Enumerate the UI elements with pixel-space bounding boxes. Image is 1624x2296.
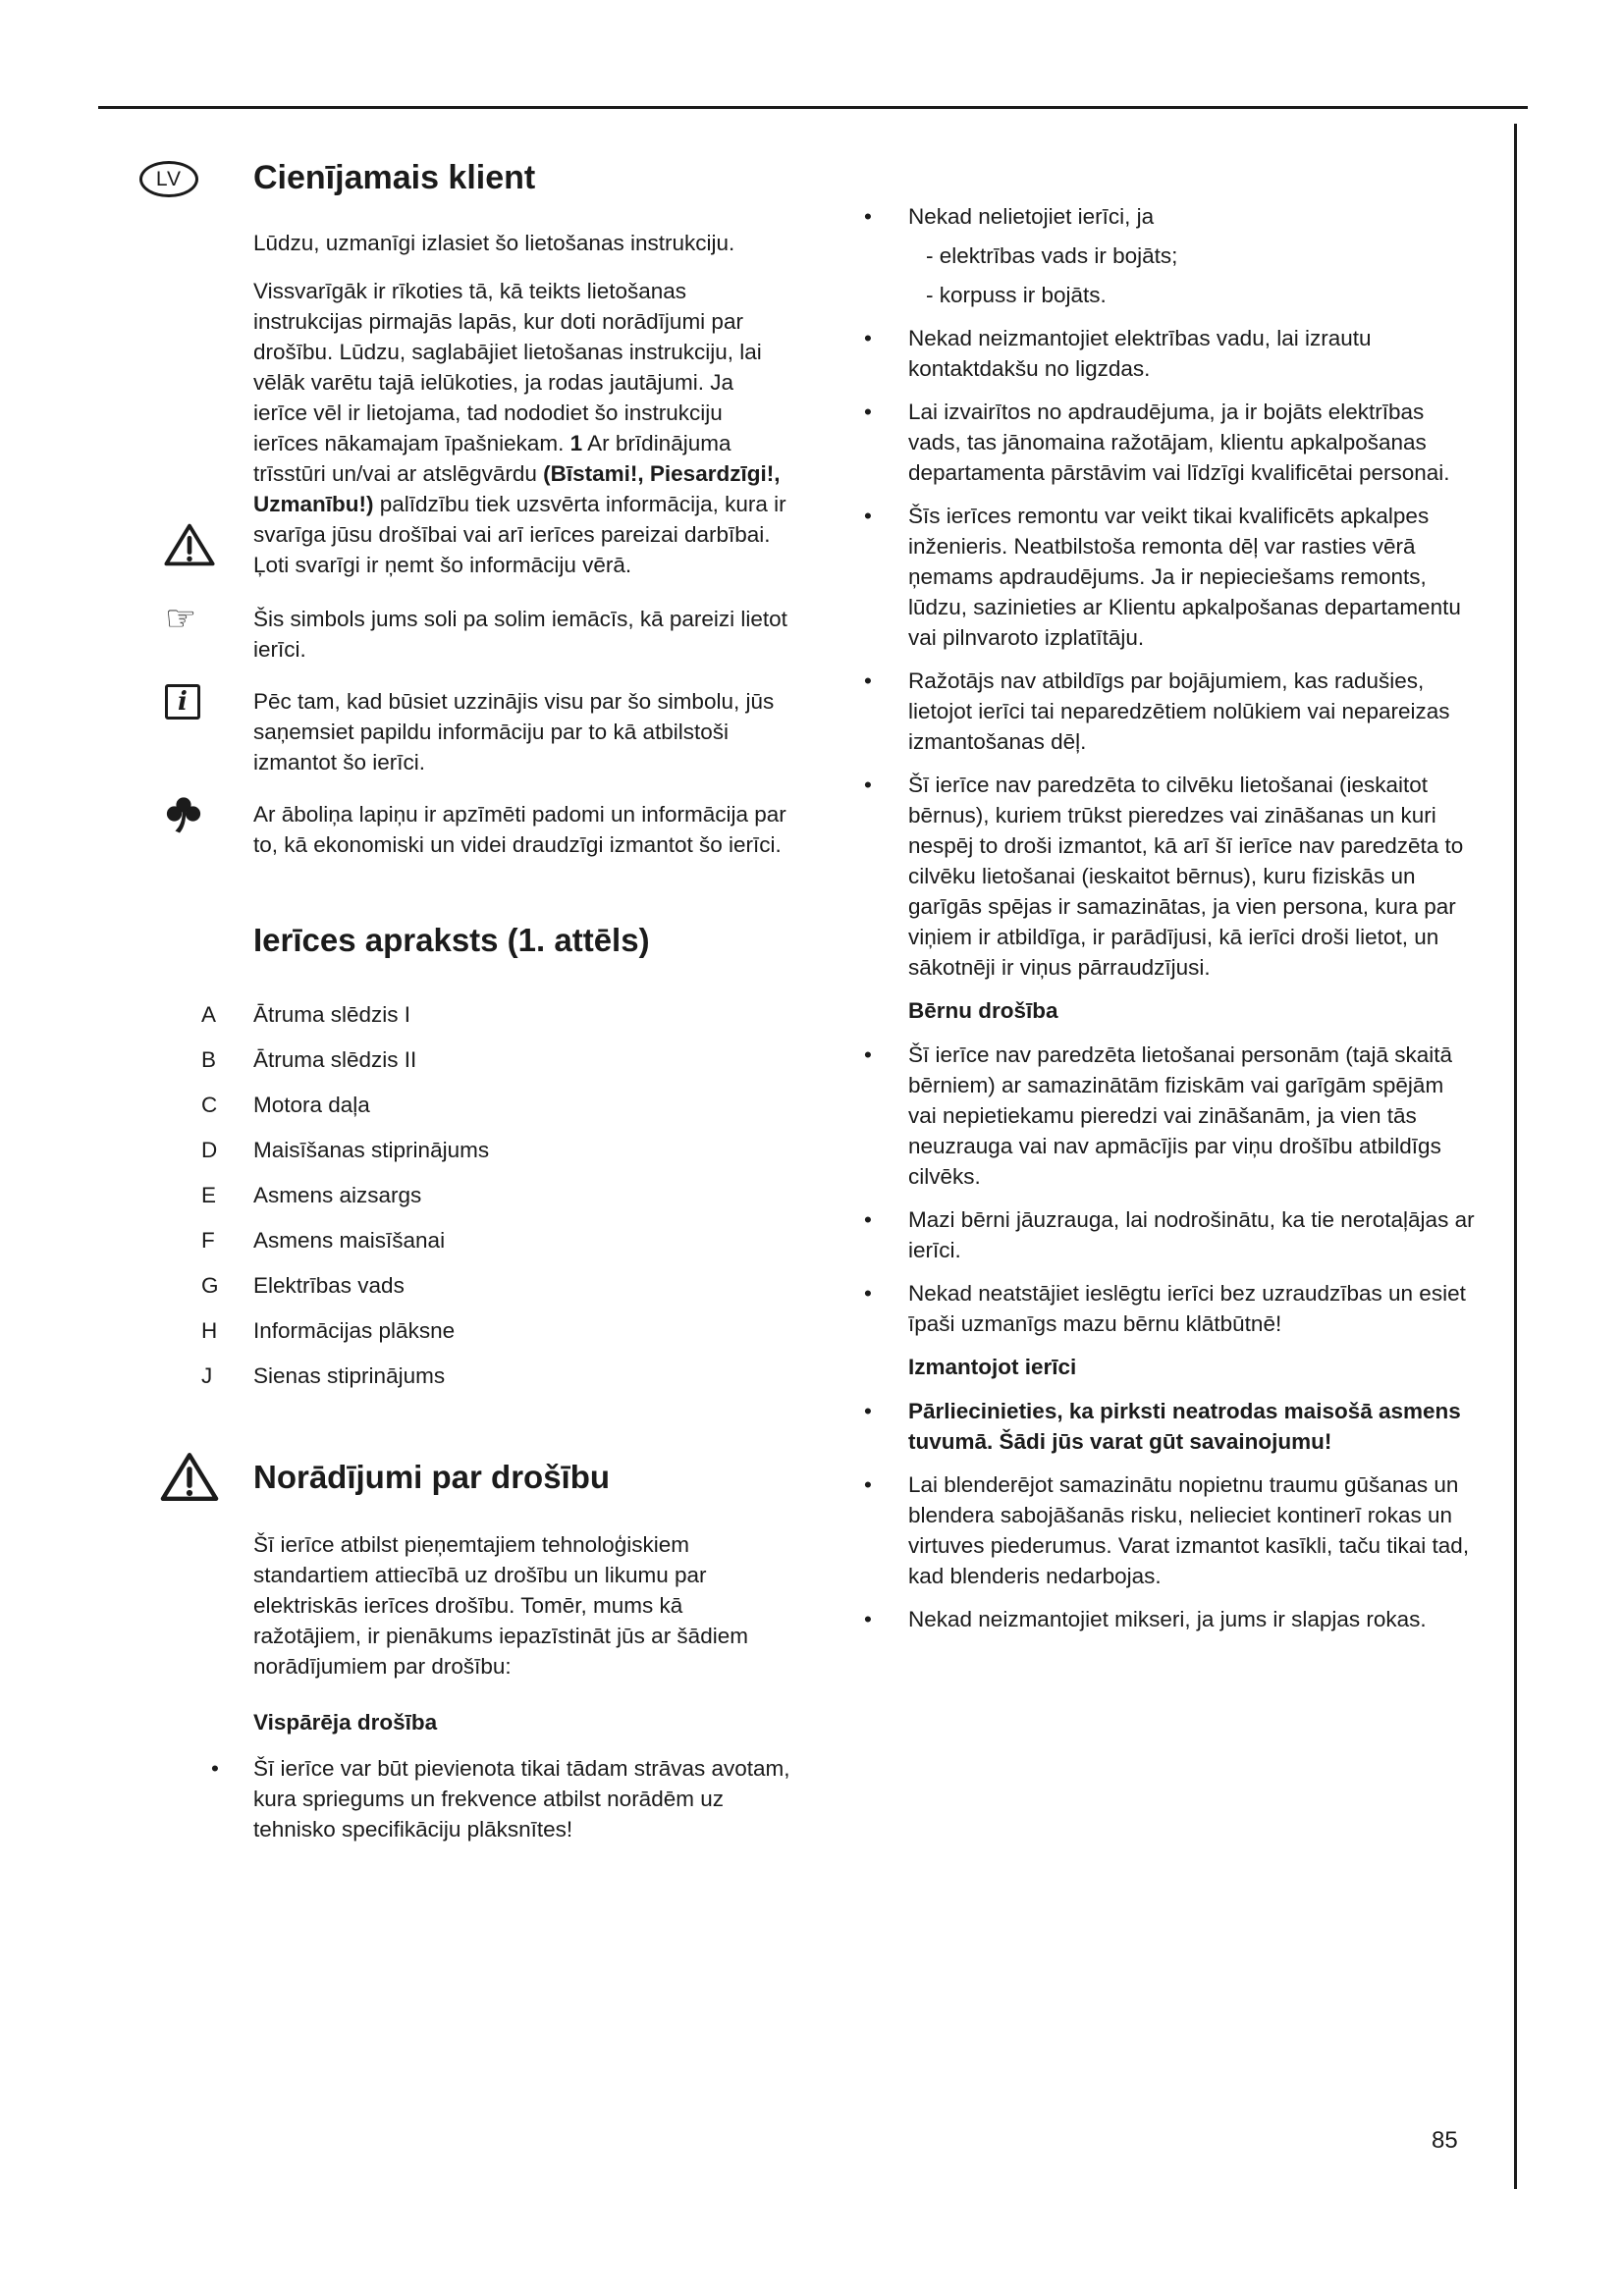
hand-paragraph: Šis simbols jums soli pa solim iemācīs, kā pareizi lietot ierīci. — [253, 607, 787, 662]
safety-intro-block — [157, 1529, 793, 1682]
safety-bullet-10 — [862, 1396, 1476, 1457]
safety-bullet-12 — [862, 1604, 1476, 1634]
text-segment: Ar brīdinājuma trīsstūri un/vai ar atslēgvārdu — [253, 431, 731, 486]
using-device-subhead: Izmantojot ierīci — [908, 1355, 1077, 1379]
bullet-subitem: - korpuss ir bojāts. — [926, 283, 1107, 307]
bullet-text: Lai izvairītos no apdraudējuma, ja ir bojāts elektrības vads, tas jānomaina ražotājam, klientu apkalpošanas departamenta pārstāvim vai līdzīgi kvalificētai personai. — [908, 400, 1450, 485]
general-safety-bullet-text: Šī ierīce var būt pievienota tikai tādam strāvas avotam, kura spriegums un frekvence atbilst norādēm uz tehnisko specifikāciju plāksnītes! — [253, 1756, 790, 1842]
bullet-text: Šīs ierīces remontu var veikt tikai kvalificēts apkalpes inženieris. Neatbilstoša remonta dēļ var rasties vērā ņemams apdraudējums. Ja ir nepieciešams remonts, lūdzu, sazinieties ar Klientu apkalpošanas departamentu vai pilnvaroto izplatītāju. — [908, 504, 1461, 650]
device-section-title: Ierīces apraksts (1. attēls) — [253, 922, 650, 958]
bullet-icon: • — [864, 1472, 872, 1497]
safety-bullet-8 — [862, 1204, 1476, 1265]
device-item-label: Asmens aizsargs — [253, 1183, 422, 1207]
safety-section-title: Norādījumi par drošību — [253, 1458, 611, 1495]
device-list — [157, 999, 793, 1391]
intro-paragraph-1: Lūdzu, uzmanīgi izlasiet šo lietošanas instrukciju. — [253, 231, 735, 255]
language-badge: LV — [139, 161, 198, 197]
device-item-key: B — [201, 1047, 217, 1072]
bullet-text-bold: Pārliecinieties, ka pirksti neatrodas maisošā asmens tuvumā. Šādi jūs varat gūt savainojumu! — [908, 1399, 1461, 1454]
warning-triangle-icon — [159, 1450, 220, 1504]
bullet-icon: • — [864, 668, 872, 693]
bullet-icon: • — [864, 1042, 872, 1067]
symbol-block-hand — [157, 598, 793, 665]
device-item-label: Asmens maisīšanai — [253, 1228, 446, 1253]
safety-bullet-7 — [862, 1040, 1476, 1192]
device-list-item — [157, 1361, 793, 1391]
bullet-icon: • — [864, 504, 872, 528]
device-item-label: Elektrības vads — [253, 1273, 405, 1298]
bullet-text: Šī ierīce nav paredzēta to cilvēku lietošanai (ieskaitot bērnus), kuriem trūkst pieredzes vai zināšanas un kuri nespēj to droši izmantot, kā arī šī ierīce nav paredzēta to cilvēku lietošanai (ieskaitot bērnus), kuru fiziskās un garīgās spējas ir samazinātas, ja vien persona, kura par viņiem ir atbildīga, ir parādījusi, kā ierīci droši lietot, un sākotnēji ir viņus pārraudzījusi. — [908, 773, 1464, 980]
safety-bullet-6 — [862, 770, 1476, 983]
device-item-key: H — [201, 1318, 218, 1343]
bullet-icon: • — [864, 1207, 872, 1232]
bullet-icon: • — [211, 1756, 219, 1781]
device-list-item — [157, 1090, 793, 1120]
device-list-item — [157, 1315, 793, 1346]
device-list-item — [157, 999, 793, 1030]
safety-bullet-5 — [862, 666, 1476, 757]
general-safety-subhead-row — [157, 1707, 793, 1737]
safety-bullet-11 — [862, 1469, 1476, 1591]
bullet-text: Ražotājs nav atbildīgs par bojājumiem, kas radušies, lietojot ierīci tai neparedzētiem nolūkiem vai nepareizas izmantošanas dēļ. — [908, 668, 1450, 754]
bullet-lead: Nekad nelietojiet ierīci, ja — [908, 204, 1155, 229]
bullet-icon: • — [864, 1607, 872, 1631]
device-item-label: Ātruma slēdzis II — [253, 1047, 417, 1072]
device-item-key: A — [201, 1002, 217, 1027]
device-list-item — [157, 1135, 793, 1165]
device-list-item — [157, 1044, 793, 1075]
bullet-text: Nekad neatstājiet ieslēgtu ierīci bez uzraudzības un esiet īpaši uzmanīgs mazu bērnu klātbūtnē! — [908, 1281, 1466, 1336]
device-item-key: J — [201, 1363, 213, 1388]
intro-block-2 — [157, 276, 793, 580]
safety-bullet-1 — [862, 201, 1476, 310]
device-item-label: Maisīšanas stiprinājums — [253, 1138, 490, 1162]
page-number: 85 — [1432, 2127, 1458, 2154]
safety-bullet-4 — [862, 501, 1476, 653]
bullet-text: Lai blenderējot samazinātu nopietnu traumu gūšanas un blendera sabojāšanās risku, nelieciet kontinerī rokas un virtuves piederumus. Varat izmantot kasīkli, taču tikai tad, kad blenderis nedarbojas. — [908, 1472, 1470, 1588]
bullet-icon: • — [864, 773, 872, 797]
bullet-icon: • — [864, 326, 872, 350]
bullet-icon: • — [864, 1281, 872, 1306]
device-list-item — [157, 1180, 793, 1210]
intro-paragraph-2 — [253, 276, 793, 580]
device-item-key: D — [201, 1138, 218, 1162]
symbol-block-info — [157, 686, 793, 777]
bullet-text: Mazi bērni jāuzrauga, lai nodrošinātu, ka tie nerotaļājas ar ierīci. — [908, 1207, 1475, 1262]
device-title-row — [157, 921, 793, 960]
device-item-label: Informācijas plāksne — [253, 1318, 456, 1343]
device-item-key: G — [201, 1273, 219, 1298]
title-row — [157, 157, 793, 198]
general-safety-subhead: Vispārēja drošība — [253, 1710, 438, 1735]
page-title: Cienījamais klient — [253, 159, 536, 196]
right-rule — [1514, 124, 1517, 2189]
safety-title-row — [157, 1450, 793, 1504]
text-segment: Vissvarīgāk ir rīkoties tā, kā teikts lietošanas instrukcijas pirmajās lapās, kur doti norādījumi par drošību. Lūdzu, saglabājiet lietošanas instrukciju, lai vēlāk varētu tajā ielūkoties, ja rodas jautājumi. Ja ierīce vēl ir lietojama, tad nododiet šo instrukciju ierīces nākamajam īpašniekam. — [253, 279, 762, 455]
children-safety-subhead: Bērnu drošība — [908, 998, 1058, 1023]
pointing-hand-icon: ☞ — [165, 598, 197, 638]
safety-bullet-2 — [862, 323, 1476, 384]
symbol-block-clover — [157, 799, 793, 860]
device-item-label: Motora daļa — [253, 1093, 370, 1117]
device-list-item — [157, 1225, 793, 1255]
safety-bullet-3 — [862, 397, 1476, 488]
device-item-label: Sienas stiprinājums — [253, 1363, 446, 1388]
clover-icon — [163, 795, 204, 836]
bullet-icon: • — [864, 400, 872, 424]
left-column — [157, 157, 793, 1844]
device-item-label: Ātruma slēdzis I — [253, 1002, 411, 1027]
title-gutter — [157, 160, 253, 196]
safety-intro-paragraph: Šī ierīce atbilst pieņemtajiem tehnoloģiskiem standartiem attiecībā uz drošību un likumu par elektriskās ierīces drošību. Tomēr, mums kā ražotājiem, ir pienākums iepazīstināt jūs ar šādiem norādījumiem par drošību: — [253, 1532, 748, 1679]
info-paragraph: Pēc tam, kad būsiet uzzinājis visu par šo simbolu, jūs saņemsiet papildu informāciju par to kā atbilstoši izmantot šo ierīci. — [253, 689, 775, 774]
clover-paragraph: Ar āboliņa lapiņu ir apzīmēti padomi un informācija par to, kā ekonomiski un videi draudzīgi izmantot šo ierīci. — [253, 802, 786, 857]
device-item-key: C — [201, 1093, 218, 1117]
bullet-text: Nekad neizmantojiet mikseri, ja jums ir slapjas rokas. — [908, 1607, 1427, 1631]
footnote-marker: 1 — [569, 431, 583, 455]
bullet-text: Šī ierīce nav paredzēta lietošanai personām (tajā skaitā bērniem) ar samazinātām fiziskām vai garīgām spējām vai nepietiekamu pieredzi vai zināšanām, ja vien tās neuzrauga vai nav apmācījis par viņu drošību atbildīgs cilvēks. — [908, 1042, 1453, 1189]
keywords-bold: (Bīstami!, Piesardzīgi!, Uzmanību!) — [253, 461, 781, 516]
device-item-key: F — [201, 1228, 215, 1253]
bullet-subitem: - elektrības vads ir bojāts; — [926, 243, 1178, 268]
info-icon: i — [165, 684, 200, 720]
right-column — [862, 201, 1476, 1647]
general-safety-bullet — [157, 1753, 793, 1844]
top-rule — [98, 106, 1528, 109]
bullet-text: Nekad neizmantojiet elektrības vadu, lai izrautu kontaktdakšu no ligzdas. — [908, 326, 1372, 381]
warning-triangle-icon — [163, 521, 216, 568]
bullet-icon: • — [864, 204, 872, 229]
text-segment: palīdzību tiek uzsvērta informācija, kura ir svarīga jūsu drošībai vai arī ierīces pareizai darbībai. Ļoti svarīgi ir ņemt šo informāciju vērā. — [253, 492, 786, 577]
intro-block-1 — [157, 228, 793, 258]
bullet-icon: • — [864, 1399, 872, 1423]
safety-bullet-9 — [862, 1278, 1476, 1339]
device-item-key: E — [201, 1183, 217, 1207]
device-list-item — [157, 1270, 793, 1301]
